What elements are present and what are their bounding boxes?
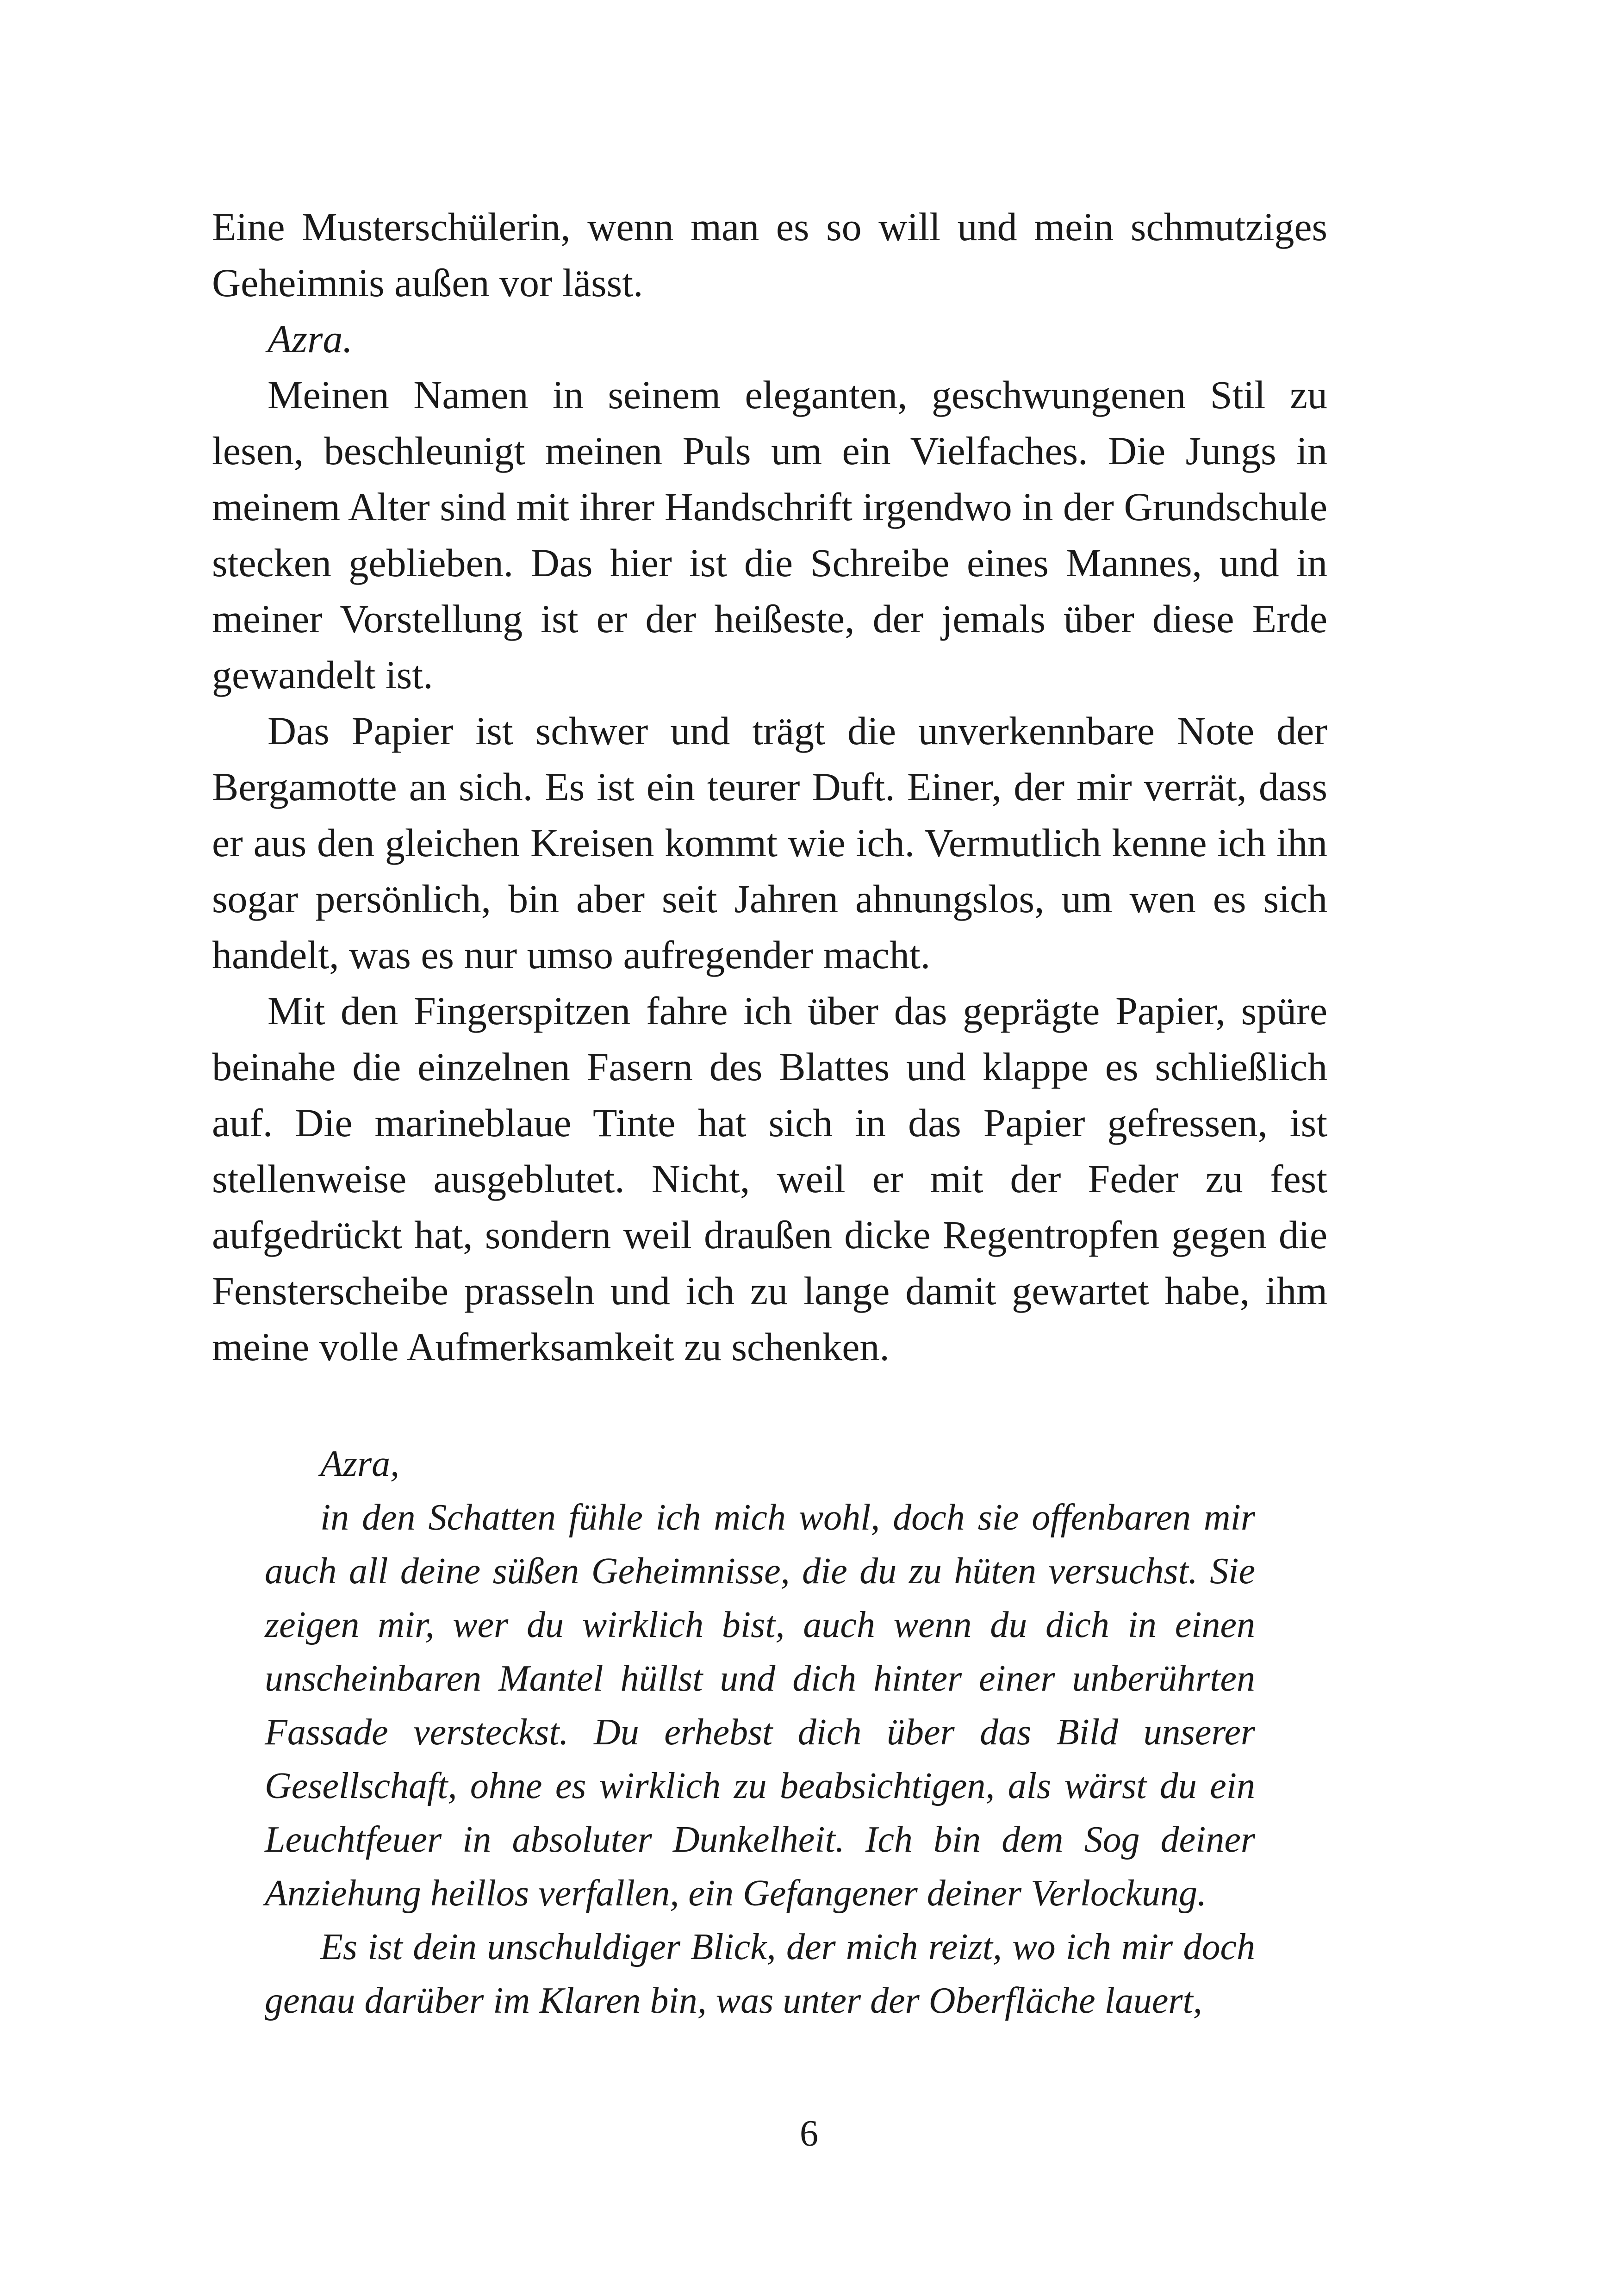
- body-paragraph-name: Azra.: [268, 317, 353, 361]
- letter-text: [265, 1437, 1255, 2028]
- body-paragraph: Meinen Namen in seinem eleganten, geschwungenen Stil zu lesen, beschleunigt meinen Puls um ein Vielfaches. Die Jungs in meinem Alter sind mit ihrer Handschrift irgendwo in der Grundschule stecken geblieben. Das hier ist die Schreibe eines Mannes, und in meiner Vorstellung ist er der heißeste, der jemals über diese Erde gewandelt ist.: [212, 373, 1327, 697]
- body-paragraph: Eine Musterschülerin, wenn man es so will und mein schmutziges Geheimnis außen vor lässt.: [212, 205, 1327, 305]
- letter-salutation: Azra,: [320, 1444, 400, 1484]
- letter-paragraph: Es ist dein unschuldiger Blick, der mich reizt, wo ich mir doch genau darüber im Klaren bin, was unter der Oberfläche lauert,: [265, 1927, 1255, 2021]
- body-paragraph: Das Papier ist schwer und trägt die unverkennbare Note der Bergamotte an sich. Es ist ein teurer Duft. Einer, der mir verrät, dass er aus den gleichen Kreisen kommt wie ich. Vermutlich kenne ich ihn sogar persönlich, bin aber seit Jahren ahnungslos, um wen es sich handelt, was es nur umso aufregender macht.: [212, 709, 1327, 977]
- body-paragraph: Mit den Fingerspitzen fahre ich über das geprägte Papier, spüre beinahe die einzelnen Fasern des Blattes und klappe es schließlich auf. Die marineblaue Tinte hat sich in das Papier gefressen, ist stellenweise ausgeblutet. Nicht, weil er mit der Feder zu fest aufgedrückt hat, sondern weil draußen dicke Regentropfen gegen die Fensterscheibe prasseln und ich zu lange damit gewartet habe, ihm meine volle Aufmerksamkeit zu schenken.: [212, 989, 1327, 1369]
- letter-paragraph: in den Schatten fühle ich mich wohl, doch sie offenbaren mir auch all deine süßen Geheimnisse, die du zu hüten versuchst. Sie zeigen mir, wer du wirklich bist, auch wenn du dich in einen unscheinbaren Mantel hüllst und dich hinter einer unberührten Fassade versteckst. Du erhebst dich über das Bild unserer Gesellschaft, ohne es wirklich zu beabsichtigen, als wärst du ein Leuchtfeuer in absoluter Dunkelheit. Ich bin dem Sog deiner Anziehung heillos verfallen, ein Gefangener deiner Verlockung.: [265, 1497, 1255, 1914]
- body-text: [212, 199, 1327, 1375]
- page-number: 6: [800, 2113, 818, 2154]
